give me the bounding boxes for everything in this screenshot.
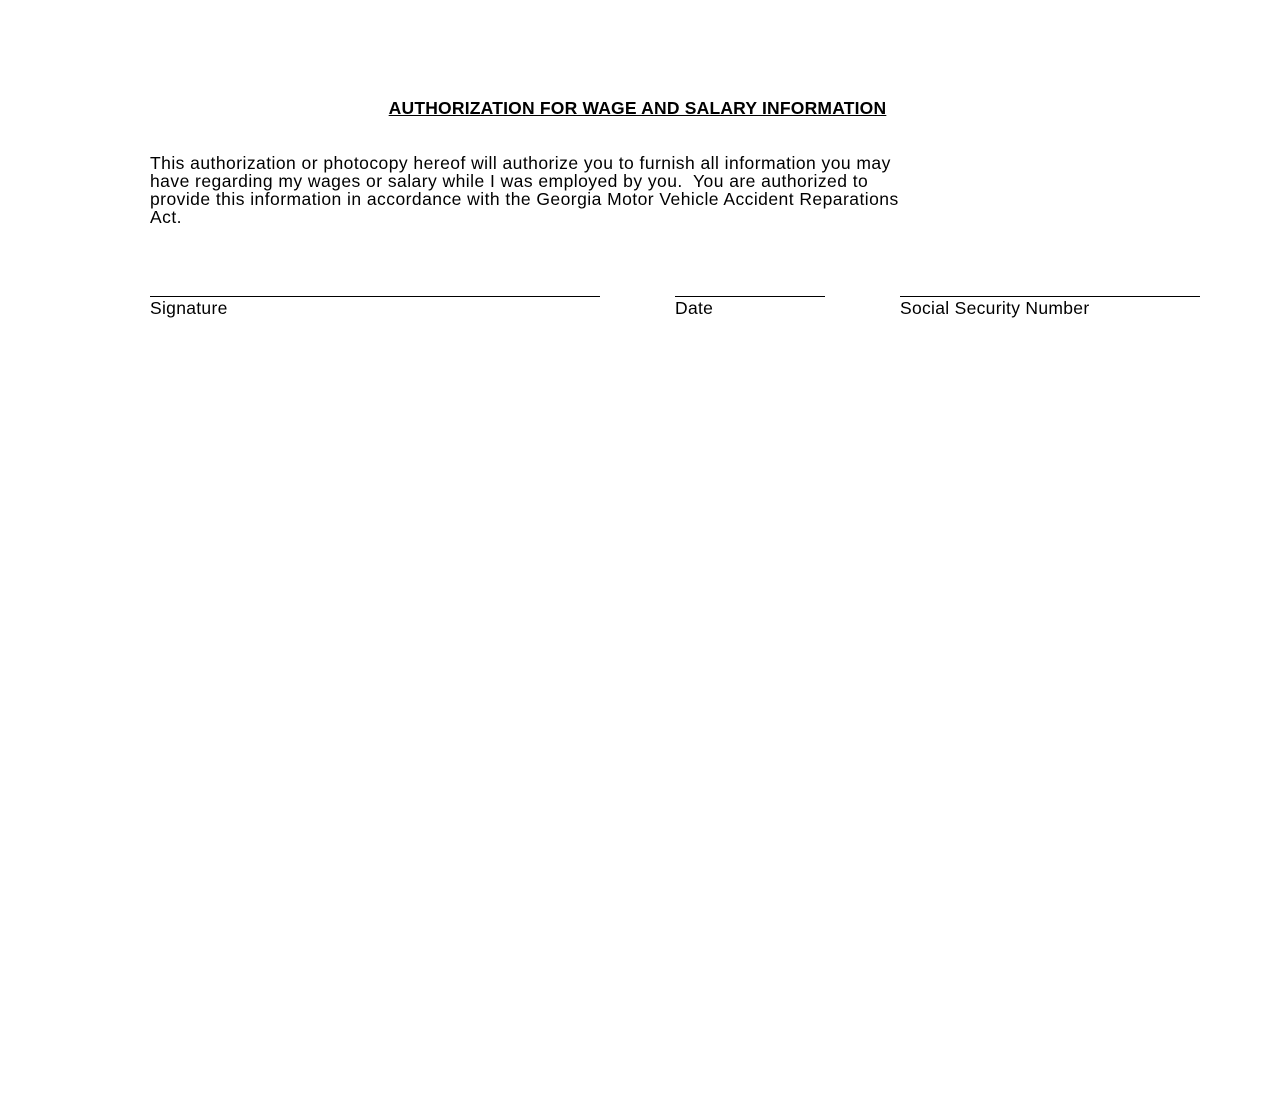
signature-line[interactable] bbox=[150, 296, 600, 297]
paragraph-line: Act. bbox=[150, 207, 182, 227]
paragraph-line: This authorization or photocopy hereof will authorize you to furnish all information you may bbox=[150, 153, 891, 173]
signature-label: Signature bbox=[150, 298, 228, 318]
ssn-line[interactable] bbox=[900, 296, 1200, 297]
ssn-label: Social Security Number bbox=[900, 298, 1090, 318]
document-title: AUTHORIZATION FOR WAGE AND SALARY INFORMATION bbox=[388, 98, 887, 118]
date-line[interactable] bbox=[675, 296, 825, 297]
paragraph-line: have regarding my wages or salary while I was employed by you. You are authorized to bbox=[150, 171, 869, 191]
date-field[interactable] bbox=[675, 296, 825, 319]
signature-field[interactable] bbox=[150, 296, 600, 319]
paragraph-line: provide this information in accordance with the Georgia Motor Vehicle Accident Reparations bbox=[150, 189, 899, 209]
date-label: Date bbox=[675, 298, 714, 318]
authorization-paragraph bbox=[150, 154, 1110, 226]
ssn-field[interactable] bbox=[900, 296, 1200, 319]
